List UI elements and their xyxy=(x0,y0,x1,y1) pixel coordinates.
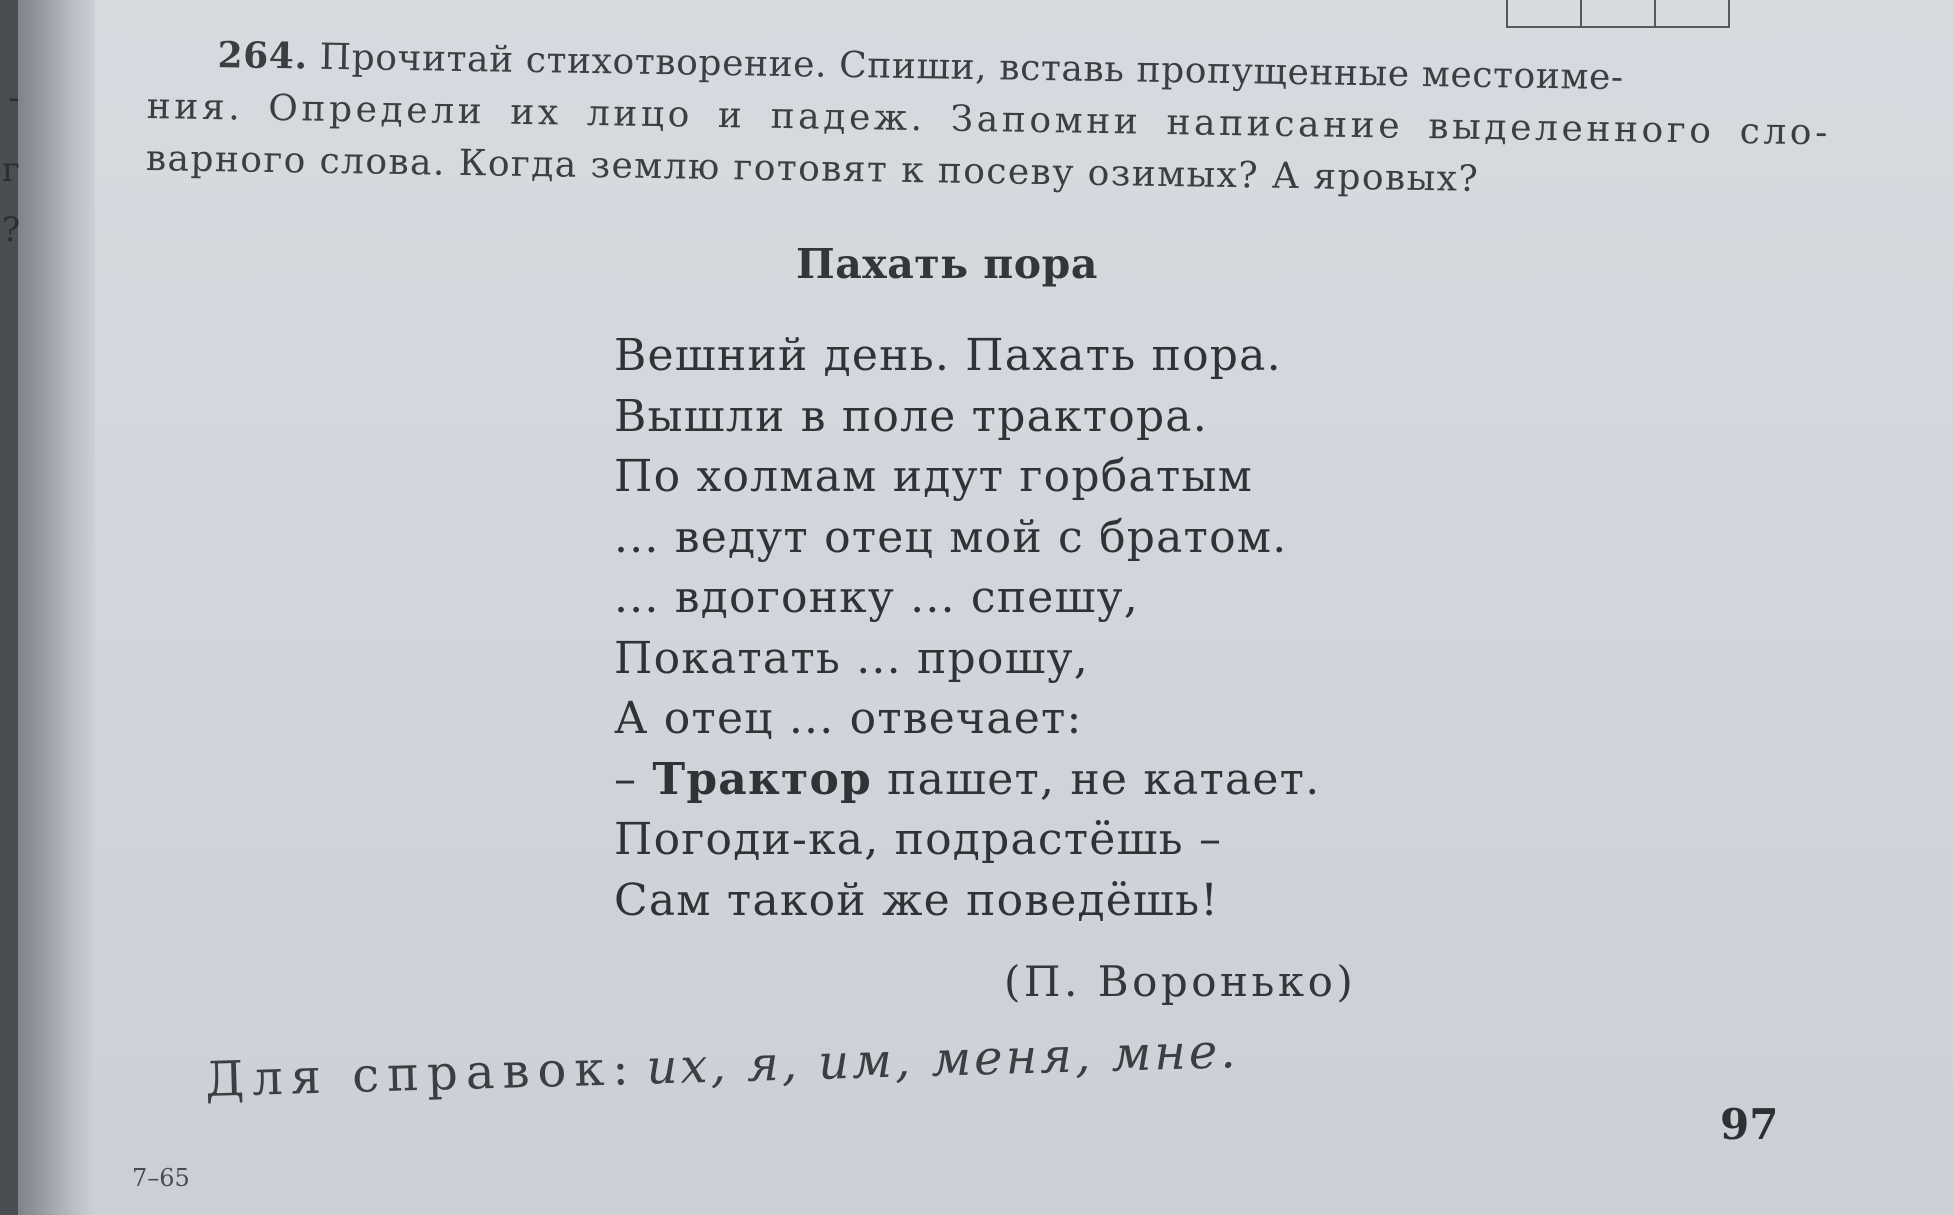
poem-line: ... ведут отец мой с братом. xyxy=(614,511,1288,563)
poem-line: Сам такой же поведёшь! xyxy=(614,874,1220,926)
margin-glyph: г xyxy=(2,150,20,190)
poem-line-rest: пашет, не катает. xyxy=(887,753,1321,805)
poem-line: Вышли в поле трактора. xyxy=(614,390,1208,442)
poem-line: Вешний день. Пахать пора. xyxy=(614,330,1282,381)
dialogue-dash: – xyxy=(614,753,638,805)
poem-line: Погоди-ка, подрастёшь – xyxy=(614,814,1223,865)
dictionary-word: Трактор xyxy=(652,753,872,805)
margin-glyph: - xyxy=(8,78,20,118)
poem-line: А отец ... отвечает: xyxy=(614,693,1083,744)
page-number: 97 xyxy=(1720,1100,1779,1149)
exercise-instructions xyxy=(145,28,1832,210)
poem-title: Пахать пора xyxy=(796,240,1098,288)
reference-words: их, я, им, меня, мне. xyxy=(645,1023,1240,1096)
answer-box xyxy=(1654,0,1730,28)
instruction-text: Прочитай стихотворение. Спиши, вставь пропущенные местоиме- xyxy=(319,36,1625,99)
reference-hint xyxy=(204,1023,1239,1108)
answer-box xyxy=(1506,0,1582,28)
poem-line-dictionary-word xyxy=(614,750,1514,811)
poem-author: (П. Воронько) xyxy=(1004,957,1357,1006)
poem-line: ... вдогонку ... спешу, xyxy=(614,572,1139,623)
exercise-number: 264. xyxy=(217,34,308,78)
reference-label: Для справок: xyxy=(204,1039,638,1108)
answer-boxes xyxy=(1508,0,1730,28)
poem-body xyxy=(614,326,1514,931)
poem-line: По холмам идут горбатым xyxy=(614,451,1254,502)
poem-line: Покатать ... прошу, xyxy=(614,632,1089,684)
instruction-line: ния. Определи их лицо и падеж. Запомни написание выделенного сло- xyxy=(146,85,1832,154)
instruction-line: варного слова. Когда землю готовят к посеву озимых? А яровых? xyxy=(145,137,1480,200)
answer-box xyxy=(1580,0,1656,28)
printer-sheet-mark: 7–65 xyxy=(132,1164,190,1192)
margin-glyph: ? xyxy=(2,210,21,250)
